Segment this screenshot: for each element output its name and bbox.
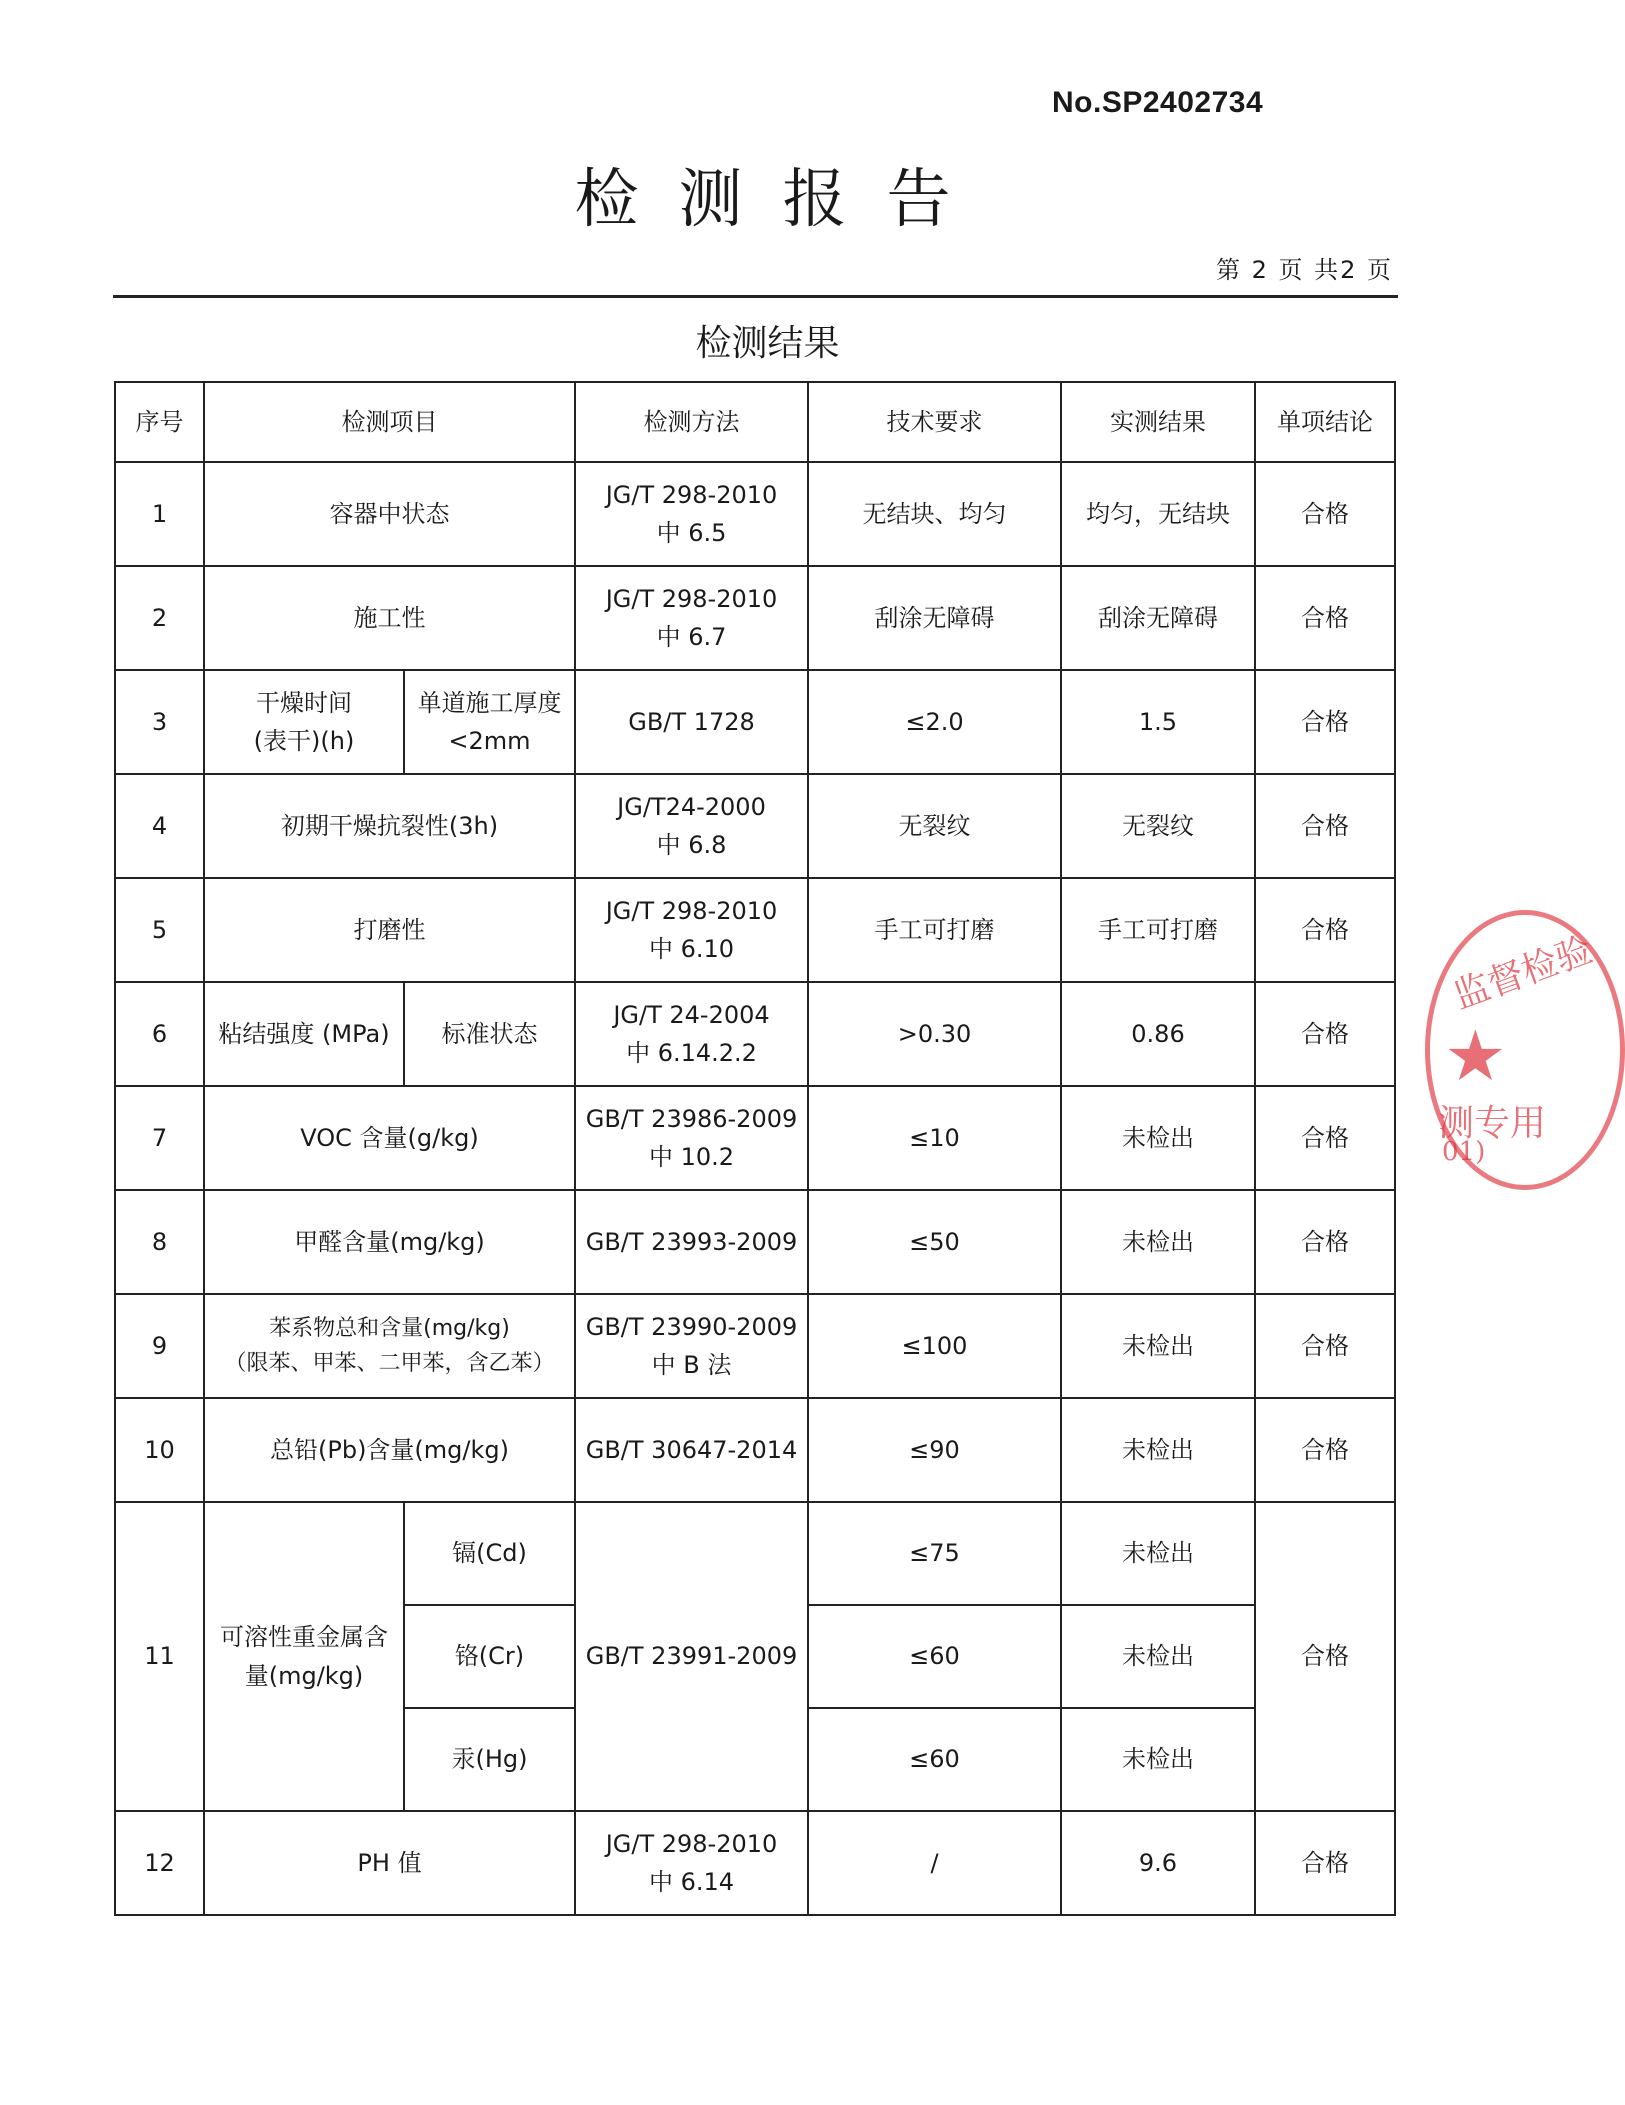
row-number: 8 xyxy=(115,1190,204,1294)
test-item: 总铅(Pb)含量(mg/kg) xyxy=(204,1398,575,1502)
star-icon: ★ xyxy=(1444,1015,1507,1097)
requirement: ≤10 xyxy=(808,1086,1061,1190)
measured-result: 未检出 xyxy=(1061,1605,1255,1708)
row-number: 7 xyxy=(115,1086,204,1190)
requirement: 无裂纹 xyxy=(808,774,1061,878)
verdict: 合格 xyxy=(1255,1294,1395,1398)
test-item: PH 值 xyxy=(204,1811,575,1915)
verdict: 合格 xyxy=(1255,1086,1395,1190)
test-item: 干燥时间 (表干)(h) xyxy=(204,670,404,774)
results-table xyxy=(114,381,1396,1916)
measured-result: 未检出 xyxy=(1061,1190,1255,1294)
test-method: JG/T 298-2010 中 6.7 xyxy=(575,566,808,670)
official-seal xyxy=(1425,910,1625,1190)
test-item: 苯系物总和含量(mg/kg) （限苯、甲苯、二甲苯，含乙苯） xyxy=(204,1294,575,1398)
row-number: 2 xyxy=(115,566,204,670)
test-method: JG/T 298-2010 中 6.10 xyxy=(575,878,808,982)
test-item: 粘结强度 (MPa) xyxy=(204,982,404,1086)
measured-result: 手工可打磨 xyxy=(1061,878,1255,982)
header-divider xyxy=(113,295,1398,298)
header-cell: 检测方法 xyxy=(575,382,808,462)
requirement: / xyxy=(808,1811,1061,1915)
verdict: 合格 xyxy=(1255,1811,1395,1915)
measured-result: 未检出 xyxy=(1061,1086,1255,1190)
test-method: GB/T 23993-2009 xyxy=(575,1190,808,1294)
header-cell: 实测结果 xyxy=(1061,382,1255,462)
test-subitem: 铬(Cr) xyxy=(404,1605,575,1708)
requirement: ≤75 xyxy=(808,1502,1061,1605)
table-row xyxy=(115,566,1395,670)
table-row xyxy=(115,1398,1395,1502)
table-row xyxy=(115,982,1395,1086)
requirement: ≤50 xyxy=(808,1190,1061,1294)
row-number: 5 xyxy=(115,878,204,982)
test-method: JG/T 298-2010 中 6.14 xyxy=(575,1811,808,1915)
seal-code: 01) xyxy=(1442,1137,1486,1167)
verdict: 合格 xyxy=(1255,774,1395,878)
requirement: 手工可打磨 xyxy=(808,878,1061,982)
verdict: 合格 xyxy=(1255,1398,1395,1502)
row-number: 11 xyxy=(115,1502,204,1811)
measured-result: 无裂纹 xyxy=(1061,774,1255,878)
test-method: GB/T 30647-2014 xyxy=(575,1398,808,1502)
verdict: 合格 xyxy=(1255,566,1395,670)
test-item: 施工性 xyxy=(204,566,575,670)
test-item: VOC 含量(g/kg) xyxy=(204,1086,575,1190)
row-number: 6 xyxy=(115,982,204,1086)
measured-result: 刮涂无障碍 xyxy=(1061,566,1255,670)
table-row xyxy=(115,1502,1395,1605)
row-number: 4 xyxy=(115,774,204,878)
table-row xyxy=(115,1294,1395,1398)
requirement: ≤60 xyxy=(808,1605,1061,1708)
measured-result: 未检出 xyxy=(1061,1398,1255,1502)
measured-result: 未检出 xyxy=(1061,1502,1255,1605)
verdict: 合格 xyxy=(1255,1190,1395,1294)
seal-bottom-text: 测专用 xyxy=(1438,1103,1547,1144)
report-title: 检测报告 xyxy=(574,163,991,237)
table-row xyxy=(115,462,1395,566)
table-row xyxy=(115,878,1395,982)
test-item: 初期干燥抗裂性(3h) xyxy=(204,774,575,878)
table-row xyxy=(115,1190,1395,1294)
row-number: 3 xyxy=(115,670,204,774)
requirement: >0.30 xyxy=(808,982,1061,1086)
measured-result: 未检出 xyxy=(1061,1708,1255,1811)
test-item: 容器中状态 xyxy=(204,462,575,566)
header-cell: 技术要求 xyxy=(808,382,1061,462)
test-subitem: 标准状态 xyxy=(404,982,575,1086)
seal-top-text: 监督检验 xyxy=(1448,929,1598,1018)
requirement: 刮涂无障碍 xyxy=(808,566,1061,670)
measured-result: 均匀，无结块 xyxy=(1061,462,1255,566)
page-indicator: 第 2 页 共2 页 xyxy=(1215,256,1393,284)
test-subitem: 镉(Cd) xyxy=(404,1502,575,1605)
measured-result: 0.86 xyxy=(1061,982,1255,1086)
test-subitem: 单道施工厚度 <2mm xyxy=(404,670,575,774)
test-method: GB/T 1728 xyxy=(575,670,808,774)
test-item: 打磨性 xyxy=(204,878,575,982)
verdict: 合格 xyxy=(1255,462,1395,566)
row-number: 12 xyxy=(115,1811,204,1915)
test-subitem: 汞(Hg) xyxy=(404,1708,575,1811)
test-method: JG/T 24-2004 中 6.14.2.2 xyxy=(575,982,808,1086)
verdict: 合格 xyxy=(1255,982,1395,1086)
table-header-row xyxy=(115,382,1395,462)
requirement: ≤60 xyxy=(808,1708,1061,1811)
test-method: JG/T 298-2010 中 6.5 xyxy=(575,462,808,566)
test-method: GB/T 23991-2009 xyxy=(575,1502,808,1811)
requirement: ≤2.0 xyxy=(808,670,1061,774)
report-number: No.SP2402734 xyxy=(1052,86,1264,119)
requirement: ≤90 xyxy=(808,1398,1061,1502)
requirement: 无结块、均匀 xyxy=(808,462,1061,566)
verdict: 合格 xyxy=(1255,878,1395,982)
table-row xyxy=(115,1811,1395,1915)
test-method: JG/T24-2000 中 6.8 xyxy=(575,774,808,878)
header-cell: 检测项目 xyxy=(204,382,575,462)
table-row xyxy=(115,1086,1395,1190)
verdict: 合格 xyxy=(1255,1502,1395,1811)
row-number: 10 xyxy=(115,1398,204,1502)
header-cell: 单项结论 xyxy=(1255,382,1395,462)
measured-result: 9.6 xyxy=(1061,1811,1255,1915)
header-cell: 序号 xyxy=(115,382,204,462)
requirement: ≤100 xyxy=(808,1294,1061,1398)
table-row xyxy=(115,774,1395,878)
measured-result: 未检出 xyxy=(1061,1294,1255,1398)
measured-result: 1.5 xyxy=(1061,670,1255,774)
test-item: 甲醛含量(mg/kg) xyxy=(204,1190,575,1294)
verdict: 合格 xyxy=(1255,670,1395,774)
test-method: GB/T 23986-2009 中 10.2 xyxy=(575,1086,808,1190)
row-number: 1 xyxy=(115,462,204,566)
row-number: 9 xyxy=(115,1294,204,1398)
section-title: 检测结果 xyxy=(695,323,840,364)
test-method: GB/T 23990-2009 中 B 法 xyxy=(575,1294,808,1398)
test-item: 可溶性重金属含 量(mg/kg) xyxy=(204,1502,404,1811)
table-row xyxy=(115,670,1395,774)
